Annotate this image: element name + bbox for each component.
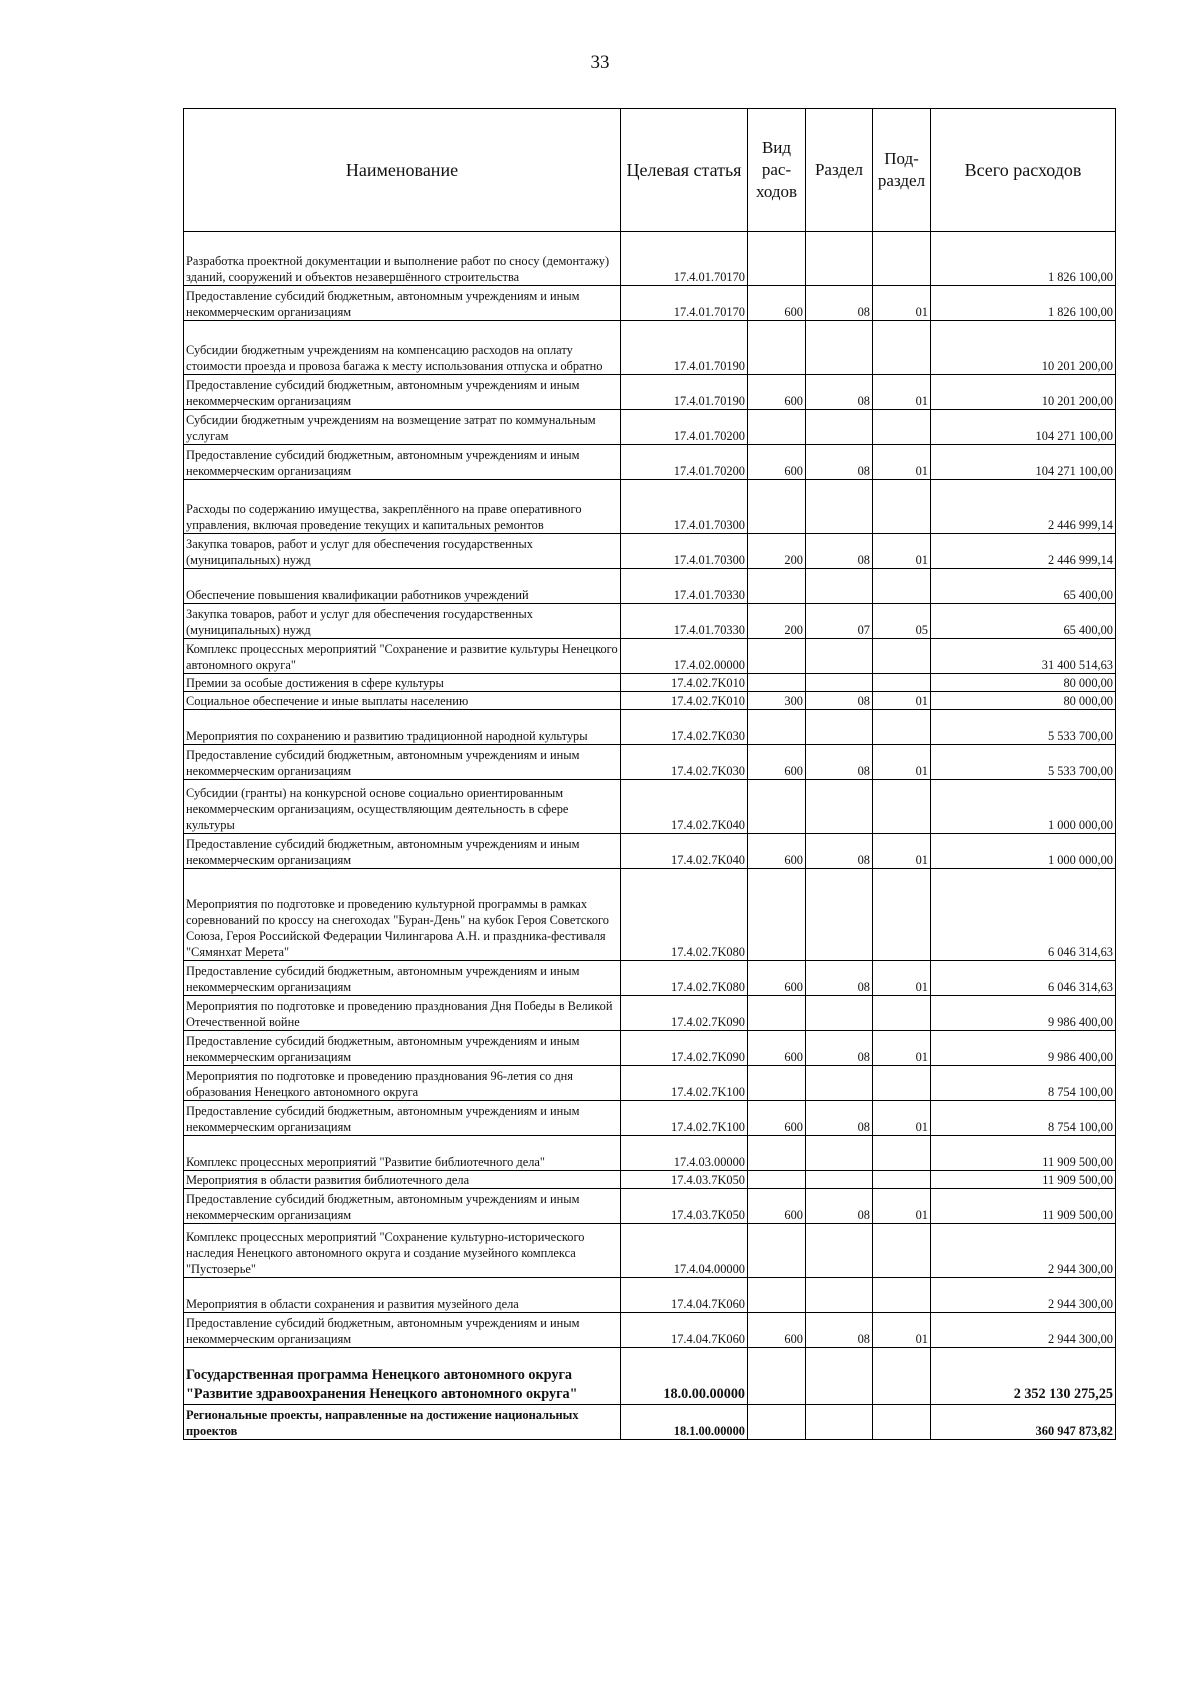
row-section <box>806 996 873 1031</box>
table-row <box>184 1066 1116 1101</box>
row-target-code: 17.4.01.70190 <box>621 375 748 410</box>
row-total: 104 271 100,00 <box>931 410 1116 445</box>
row-target-code: 17.4.02.7K100 <box>621 1101 748 1136</box>
row-subsection <box>873 1348 931 1405</box>
row-name: Предоставление субсидий бюджетным, автономным учреждениям и иным некоммерческим организациям <box>184 1189 621 1224</box>
row-total: 11 909 500,00 <box>931 1171 1116 1189</box>
table-row <box>184 1278 1116 1313</box>
row-name: Субсидии бюджетным учреждениям на компенсацию расходов на оплату стоимости проезда и провоза багажа к месту использования отпуска и обратно <box>184 321 621 375</box>
row-name: Комплекс процессных мероприятий "Сохранение культурно-исторического наследия Ненецкого автономного округа и создание музейного комплекса "Пустозерье" <box>184 1224 621 1278</box>
row-name: Предоставление субсидий бюджетным, автономным учреждениям и иным некоммерческим организациям <box>184 375 621 410</box>
table-row <box>184 1101 1116 1136</box>
row-target-code: 17.4.01.70330 <box>621 569 748 604</box>
row-total: 31 400 514,63 <box>931 639 1116 674</box>
page-number: 33 <box>590 52 610 73</box>
row-subsection <box>873 869 931 961</box>
row-name: Закупка товаров, работ и услуг для обеспечения государственных (муниципальных) нужд <box>184 534 621 569</box>
table-row <box>184 834 1116 869</box>
row-target-code: 17.4.01.70190 <box>621 321 748 375</box>
header-expense-type-line3: ходов <box>755 182 798 201</box>
row-target-code: 17.4.02.7K030 <box>621 710 748 745</box>
row-name: Расходы по содержанию имущества, закреплённого на праве оперативного управления, включая проведение текущих и капитальных ремонтов <box>184 480 621 534</box>
header-subsection-line2: раздел <box>877 171 926 190</box>
row-target-code: 17.4.04.00000 <box>621 1224 748 1278</box>
row-name: Государственная программа Ненецкого автономного округа "Развитие здравоохранения Ненецкого автономного округа" <box>184 1348 621 1405</box>
row-subsection <box>873 1278 931 1313</box>
row-target-code: 18.1.00.00000 <box>621 1405 748 1440</box>
row-target-code: 17.4.02.7K100 <box>621 1066 748 1101</box>
row-total: 80 000,00 <box>931 674 1116 692</box>
header-subsection-line1: Под- <box>884 149 919 168</box>
row-total: 5 533 700,00 <box>931 710 1116 745</box>
row-target-code: 17.4.02.7K010 <box>621 674 748 692</box>
table-row <box>184 321 1116 375</box>
row-target-code: 17.4.02.7K090 <box>621 1031 748 1066</box>
row-name: Предоставление субсидий бюджетным, автономным учреждениям и иным некоммерческим организациям <box>184 1313 621 1348</box>
header-section: Раздел <box>806 109 873 232</box>
header-expense-type-line2: рас- <box>761 160 792 179</box>
row-name: Мероприятия по сохранению и развитию традиционной народной культуры <box>184 710 621 745</box>
row-name: Обеспечение повышения квалификации работников учреждений <box>184 569 621 604</box>
row-section <box>806 569 873 604</box>
table-row <box>184 286 1116 321</box>
row-name: Предоставление субсидий бюджетным, автономным учреждениям и иным некоммерческим организациям <box>184 834 621 869</box>
row-total: 8 754 100,00 <box>931 1066 1116 1101</box>
row-name: Комплекс процессных мероприятий "Развитие библиотечного дела" <box>184 1136 621 1171</box>
row-subsection: 05 <box>873 604 931 639</box>
row-expense-type: 600 <box>748 834 806 869</box>
row-section <box>806 639 873 674</box>
row-name: Предоставление субсидий бюджетным, автономным учреждениям и иным некоммерческим организациям <box>184 1101 621 1136</box>
table-row <box>184 1171 1116 1189</box>
row-section <box>806 1136 873 1171</box>
row-total: 1 826 100,00 <box>931 286 1116 321</box>
row-expense-type <box>748 1348 806 1405</box>
row-target-code: 17.4.02.7K090 <box>621 996 748 1031</box>
row-total: 80 000,00 <box>931 692 1116 710</box>
header-total: Всего расходов <box>931 109 1116 232</box>
row-total: 9 986 400,00 <box>931 996 1116 1031</box>
row-subsection <box>873 232 931 286</box>
row-subsection <box>873 1171 931 1189</box>
row-target-code: 17.4.02.7K010 <box>621 692 748 710</box>
row-total: 8 754 100,00 <box>931 1101 1116 1136</box>
row-subsection: 01 <box>873 1031 931 1066</box>
row-section <box>806 410 873 445</box>
row-expense-type <box>748 1224 806 1278</box>
row-total: 1 000 000,00 <box>931 780 1116 834</box>
row-total: 6 046 314,63 <box>931 961 1116 996</box>
row-target-code: 17.4.01.70170 <box>621 232 748 286</box>
row-expense-type: 600 <box>748 745 806 780</box>
row-expense-type: 200 <box>748 534 806 569</box>
row-expense-type <box>748 674 806 692</box>
table-body <box>184 232 1116 1440</box>
row-expense-type: 200 <box>748 604 806 639</box>
row-total: 6 046 314,63 <box>931 869 1116 961</box>
row-name: Предоставление субсидий бюджетным, автономным учреждениям и иным некоммерческим организациям <box>184 1031 621 1066</box>
row-total: 11 909 500,00 <box>931 1136 1116 1171</box>
row-subsection: 01 <box>873 1101 931 1136</box>
row-name: Мероприятия по подготовке и проведению празднования Дня Победы в Великой Отечественной войне <box>184 996 621 1031</box>
row-section <box>806 1278 873 1313</box>
table-row <box>184 745 1116 780</box>
row-name: Предоставление субсидий бюджетным, автономным учреждениям и иным некоммерческим организациям <box>184 286 621 321</box>
budget-table <box>183 108 1116 1440</box>
row-total: 2 944 300,00 <box>931 1278 1116 1313</box>
row-total: 360 947 873,82 <box>931 1405 1116 1440</box>
row-subsection <box>873 1405 931 1440</box>
row-subsection <box>873 710 931 745</box>
row-target-code: 17.4.02.7K040 <box>621 834 748 869</box>
table-row <box>184 869 1116 961</box>
table-row <box>184 674 1116 692</box>
header-name: Наименование <box>184 109 621 232</box>
table-row <box>184 445 1116 480</box>
row-name: Социальное обеспечение и иные выплаты населению <box>184 692 621 710</box>
row-section: 08 <box>806 1031 873 1066</box>
row-expense-type: 600 <box>748 961 806 996</box>
row-total: 9 986 400,00 <box>931 1031 1116 1066</box>
row-expense-type <box>748 1405 806 1440</box>
row-expense-type <box>748 639 806 674</box>
table-row <box>184 569 1116 604</box>
row-expense-type <box>748 232 806 286</box>
row-total: 2 944 300,00 <box>931 1224 1116 1278</box>
row-expense-type <box>748 1278 806 1313</box>
row-subsection: 01 <box>873 1189 931 1224</box>
table-row <box>184 375 1116 410</box>
row-name: Разработка проектной документации и выполнение работ по сносу (демонтажу) зданий, сооружений и объектов незавершённого строительства <box>184 232 621 286</box>
table-row <box>184 232 1116 286</box>
row-section: 08 <box>806 286 873 321</box>
row-subsection: 01 <box>873 286 931 321</box>
row-name: Предоставление субсидий бюджетным, автономным учреждениям и иным некоммерческим организациям <box>184 961 621 996</box>
row-section: 08 <box>806 961 873 996</box>
row-expense-type <box>748 1171 806 1189</box>
row-expense-type <box>748 780 806 834</box>
row-total: 104 271 100,00 <box>931 445 1116 480</box>
table-row <box>184 1313 1116 1348</box>
row-expense-type <box>748 1066 806 1101</box>
row-target-code: 17.4.01.70300 <box>621 534 748 569</box>
row-section <box>806 321 873 375</box>
header-expense-type <box>748 109 806 232</box>
row-section <box>806 1224 873 1278</box>
row-section <box>806 780 873 834</box>
row-target-code: 18.0.00.00000 <box>621 1348 748 1405</box>
table-row <box>184 604 1116 639</box>
table-row <box>184 1405 1116 1440</box>
table-row <box>184 639 1116 674</box>
row-expense-type <box>748 410 806 445</box>
row-section <box>806 869 873 961</box>
row-expense-type: 600 <box>748 1313 806 1348</box>
row-name: Предоставление субсидий бюджетным, автономным учреждениям и иным некоммерческим организациям <box>184 445 621 480</box>
row-section: 08 <box>806 534 873 569</box>
row-expense-type <box>748 1136 806 1171</box>
row-subsection: 01 <box>873 534 931 569</box>
table-row <box>184 1224 1116 1278</box>
row-target-code: 17.4.01.70200 <box>621 410 748 445</box>
row-expense-type <box>748 996 806 1031</box>
row-subsection <box>873 1066 931 1101</box>
row-target-code: 17.4.04.7K060 <box>621 1278 748 1313</box>
row-target-code: 17.4.01.70300 <box>621 480 748 534</box>
row-subsection: 01 <box>873 375 931 410</box>
row-section: 08 <box>806 745 873 780</box>
row-section: 08 <box>806 445 873 480</box>
row-expense-type <box>748 569 806 604</box>
row-subsection <box>873 780 931 834</box>
row-total: 1 826 100,00 <box>931 232 1116 286</box>
row-target-code: 17.4.02.00000 <box>621 639 748 674</box>
table-row <box>184 1189 1116 1224</box>
row-target-code: 17.4.01.70170 <box>621 286 748 321</box>
row-target-code: 17.4.03.7K050 <box>621 1189 748 1224</box>
table-row <box>184 534 1116 569</box>
table-header-row <box>184 109 1116 232</box>
row-name: Субсидии (гранты) на конкурсной основе социально ориентированным некоммерческим организациям, осуществляющим деятельность в сфере культуры <box>184 780 621 834</box>
row-total: 2 446 999,14 <box>931 480 1116 534</box>
row-name: Закупка товаров, работ и услуг для обеспечения государственных (муниципальных) нужд <box>184 604 621 639</box>
row-target-code: 17.4.04.7K060 <box>621 1313 748 1348</box>
row-subsection: 01 <box>873 445 931 480</box>
row-expense-type: 600 <box>748 286 806 321</box>
row-subsection <box>873 1136 931 1171</box>
row-expense-type: 600 <box>748 445 806 480</box>
row-subsection <box>873 480 931 534</box>
row-name: Субсидии бюджетным учреждениям на возмещение затрат по коммунальным услугам <box>184 410 621 445</box>
table-row <box>184 996 1116 1031</box>
row-expense-type: 600 <box>748 1031 806 1066</box>
row-subsection <box>873 321 931 375</box>
row-name: Предоставление субсидий бюджетным, автономным учреждениям и иным некоммерческим организациям <box>184 745 621 780</box>
row-target-code: 17.4.01.70200 <box>621 445 748 480</box>
row-expense-type: 300 <box>748 692 806 710</box>
row-target-code: 17.4.02.7K080 <box>621 869 748 961</box>
header-subsection <box>873 109 931 232</box>
row-section <box>806 710 873 745</box>
table-row <box>184 710 1116 745</box>
row-subsection <box>873 639 931 674</box>
row-target-code: 17.4.02.7K030 <box>621 745 748 780</box>
row-target-code: 17.4.01.70330 <box>621 604 748 639</box>
row-target-code: 17.4.03.7K050 <box>621 1171 748 1189</box>
row-total: 2 446 999,14 <box>931 534 1116 569</box>
table-row <box>184 780 1116 834</box>
row-section <box>806 674 873 692</box>
row-total: 11 909 500,00 <box>931 1189 1116 1224</box>
header-expense-type-line1: Вид <box>761 138 792 157</box>
row-expense-type <box>748 321 806 375</box>
row-subsection: 01 <box>873 692 931 710</box>
row-total: 1 000 000,00 <box>931 834 1116 869</box>
row-target-code: 17.4.02.7K080 <box>621 961 748 996</box>
table-row <box>184 961 1116 996</box>
row-total: 10 201 200,00 <box>931 375 1116 410</box>
row-expense-type: 600 <box>748 1101 806 1136</box>
table-row <box>184 1348 1116 1405</box>
row-expense-type <box>748 480 806 534</box>
table-row <box>184 410 1116 445</box>
row-name: Региональные проекты, направленные на достижение национальных проектов <box>184 1405 621 1440</box>
row-subsection: 01 <box>873 834 931 869</box>
row-section <box>806 1405 873 1440</box>
row-section: 08 <box>806 1189 873 1224</box>
row-name: Мероприятия в области сохранения и развития музейного дела <box>184 1278 621 1313</box>
row-name: Премии за особые достижения в сфере культуры <box>184 674 621 692</box>
row-section <box>806 480 873 534</box>
table-row <box>184 1031 1116 1066</box>
row-total: 10 201 200,00 <box>931 321 1116 375</box>
row-total: 2 944 300,00 <box>931 1313 1116 1348</box>
row-section: 08 <box>806 1313 873 1348</box>
row-section <box>806 1171 873 1189</box>
row-total: 65 400,00 <box>931 604 1116 639</box>
row-section <box>806 232 873 286</box>
row-expense-type: 600 <box>748 1189 806 1224</box>
row-name: Комплекс процессных мероприятий "Сохранение и развитие культуры Ненецкого автономного округа" <box>184 639 621 674</box>
row-expense-type <box>748 869 806 961</box>
row-target-code: 17.4.02.7K040 <box>621 780 748 834</box>
row-subsection <box>873 410 931 445</box>
row-expense-type <box>748 710 806 745</box>
row-name: Мероприятия по подготовке и проведению культурной программы в рамках соревнований по кроссу на снегоходах "Буран-День" на кубок Героя Советского Союза, Героя Российской Федерации Чилингарова А.Н. и праздника-фестиваля "Сямянхат Мерета" <box>184 869 621 961</box>
row-section: 07 <box>806 604 873 639</box>
row-subsection <box>873 674 931 692</box>
row-subsection <box>873 996 931 1031</box>
row-total: 5 533 700,00 <box>931 745 1116 780</box>
header-target: Целевая статья <box>621 109 748 232</box>
row-subsection: 01 <box>873 1313 931 1348</box>
row-expense-type: 600 <box>748 375 806 410</box>
row-section <box>806 1066 873 1101</box>
row-section: 08 <box>806 1101 873 1136</box>
row-section: 08 <box>806 375 873 410</box>
row-subsection: 01 <box>873 745 931 780</box>
row-section: 08 <box>806 692 873 710</box>
row-name: Мероприятия по подготовке и проведению празднования 96-летия со дня образования Ненецкого автономного округа <box>184 1066 621 1101</box>
row-subsection <box>873 569 931 604</box>
row-section: 08 <box>806 834 873 869</box>
row-name: Мероприятия в области развития библиотечного дела <box>184 1171 621 1189</box>
row-section <box>806 1348 873 1405</box>
row-total: 65 400,00 <box>931 569 1116 604</box>
row-subsection: 01 <box>873 961 931 996</box>
table-row <box>184 1136 1116 1171</box>
row-target-code: 17.4.03.00000 <box>621 1136 748 1171</box>
row-total: 2 352 130 275,25 <box>931 1348 1116 1405</box>
table-row <box>184 480 1116 534</box>
table-row <box>184 692 1116 710</box>
row-subsection <box>873 1224 931 1278</box>
